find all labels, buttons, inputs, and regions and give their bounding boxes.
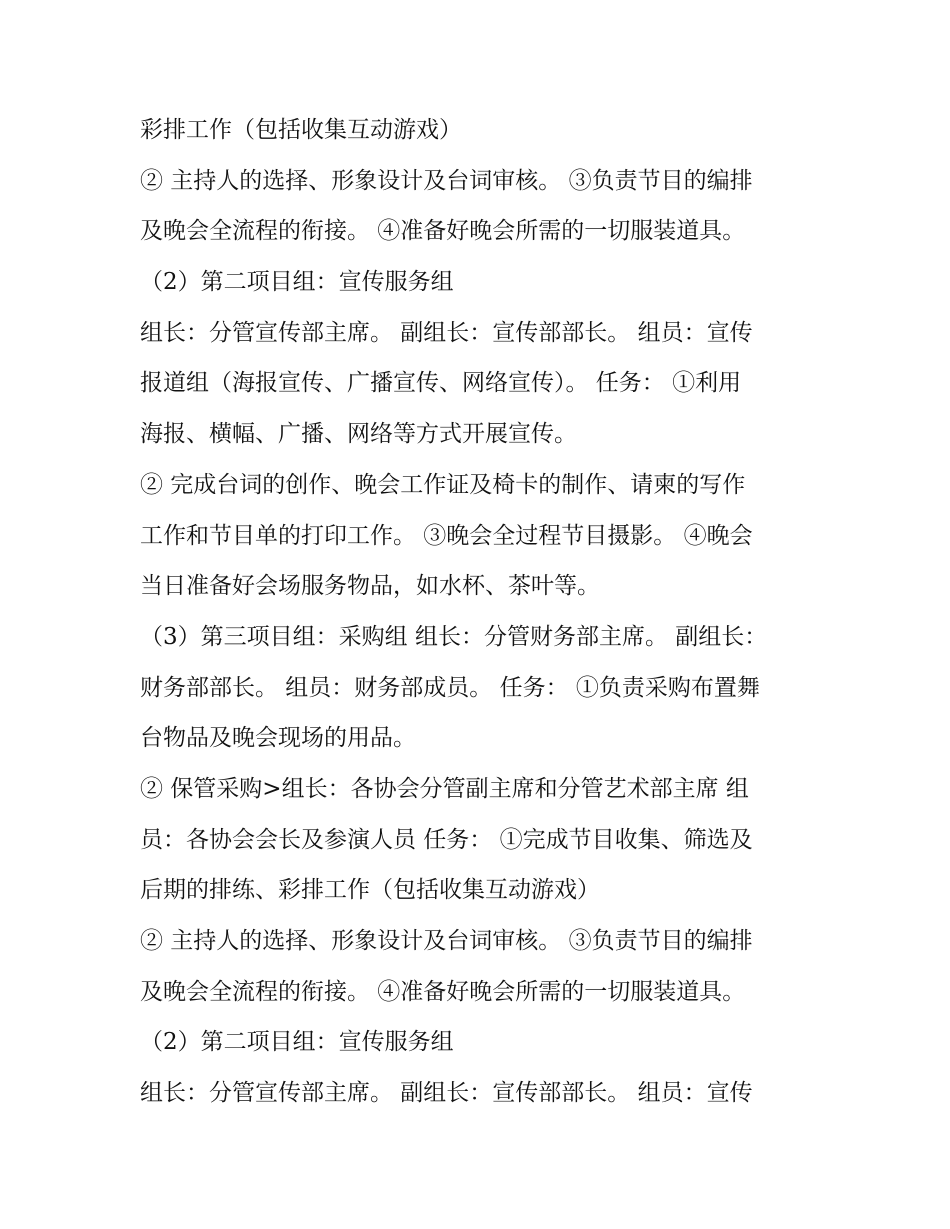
text-line: （3）第三项目组：采购组 组长：分管财务部主席。 副组长：: [140, 623, 768, 650]
text-line: ② 完成台词的创作、晚会工作证及椅卡的制作、请柬的写作: [140, 471, 746, 498]
text-line: 彩排工作（包括收集互动游戏）: [140, 117, 462, 143]
text-line: 后期的排练、彩排工作（包括收集互动游戏）: [140, 877, 600, 904]
text-line: 及晚会全流程的衔接。 ④准备好晚会所需的一切服装道具。: [140, 978, 746, 1005]
text-line: 员：各协会会长及参演人员 任务： ①完成节目收集、筛选及: [140, 826, 753, 853]
text-line: 海报、横幅、广播、网络等方式开展宣传。: [140, 421, 577, 448]
document-text: [140, 105, 820, 1119]
text-line: ② 主持人的选择、形象设计及台词审核。 ③负责节目的编排: [140, 928, 753, 954]
text-line: ② 主持人的选择、形象设计及台词审核。 ③负责节目的编排: [140, 167, 753, 194]
text-line: ② 保管采购>组长：各协会分管副主席和分管艺术部主席 组: [140, 775, 749, 802]
text-line: 台物品及晚会现场的用品。: [140, 725, 416, 752]
text-line: 报道组（海报宣传、广播宣传、网络宣传）。 任务： ①利用: [140, 370, 742, 397]
text-line: 组长：分管宣传部主席。 副组长：宣传部部长。 组员：宣传: [140, 319, 753, 346]
text-line: 组长：分管宣传部主席。 副组长：宣传部部长。 组员：宣传: [140, 1080, 753, 1107]
text-line: （2）第二项目组：宣传服务组: [140, 1029, 454, 1056]
text-line: 工作和节目单的打印工作。 ③晚会全过程节目摄影。 ④晚会: [140, 522, 753, 549]
text-line: 财务部部长。 组员：财务部成员。 任务： ①负责采购布置舞: [140, 674, 760, 701]
text-line: 及晚会全流程的衔接。 ④准备好晚会所需的一切服装道具。: [140, 218, 746, 245]
text-line: （2）第二项目组：宣传服务组: [140, 269, 454, 296]
text-line: 当日准备好会场服务物品，如水杯、茶叶等。: [140, 573, 600, 600]
